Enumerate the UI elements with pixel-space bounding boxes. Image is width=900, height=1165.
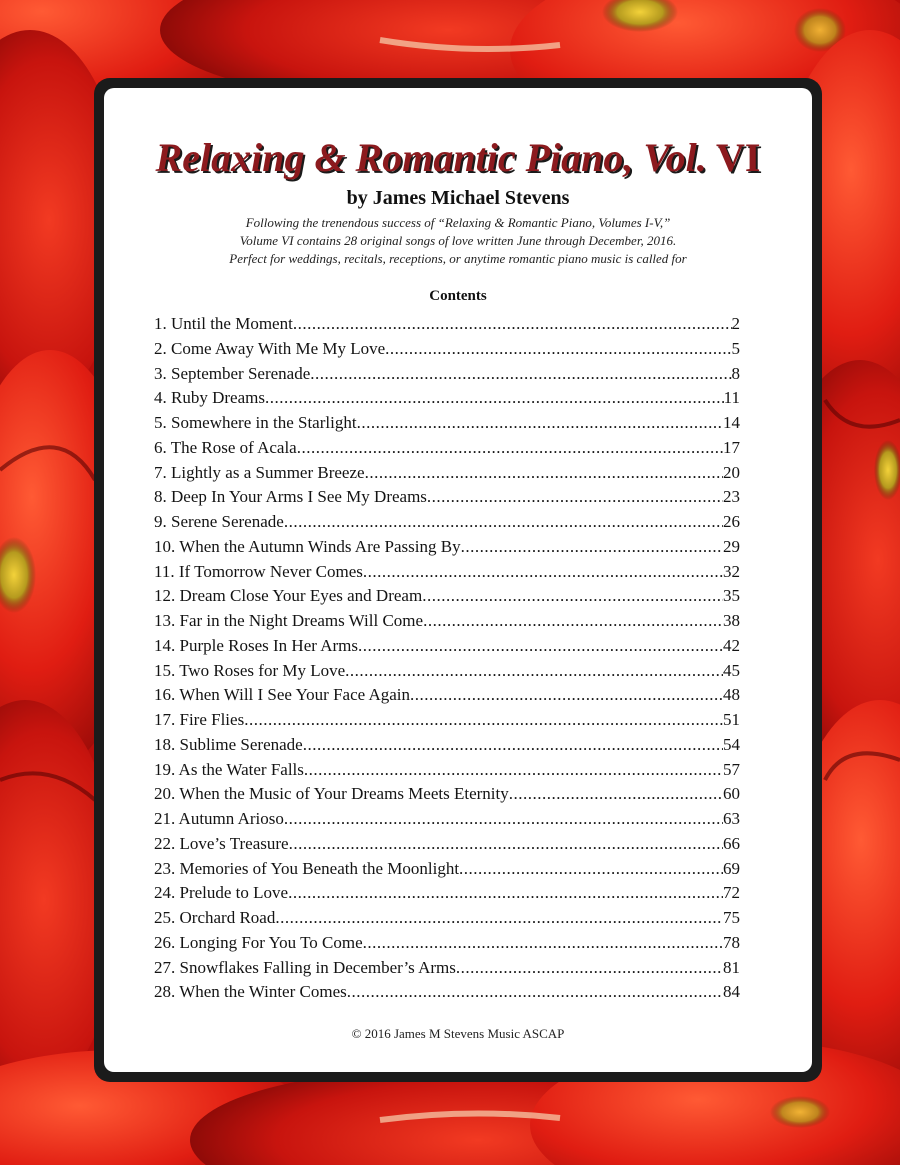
- blurb-line: Perfect for weddings, recitals, receptions, or anytime romantic piano music is called for: [229, 251, 687, 266]
- cover-card: [104, 88, 812, 1072]
- toc-entry: [154, 906, 740, 931]
- title-volume: VI: [716, 135, 761, 180]
- toc-entry: [154, 411, 740, 436]
- toc-entry: [154, 931, 740, 956]
- toc-leader-dots: [265, 386, 724, 411]
- toc-leader-dots: [422, 584, 723, 609]
- toc-leader-dots: [459, 857, 723, 882]
- copyright-notice: © 2016 James M Stevens Music ASCAP: [351, 1026, 565, 1041]
- toc-leader-dots: [358, 634, 723, 659]
- book-title: [104, 134, 812, 181]
- toc-leader-dots: [357, 411, 723, 436]
- toc-leader-dots: [385, 337, 731, 362]
- toc-entry: [154, 609, 740, 634]
- toc-title: 1. Until the Moment: [154, 314, 293, 333]
- table-of-contents: [154, 312, 740, 1005]
- toc-title: 8. Deep In Your Arms I See My Dreams: [154, 487, 427, 507]
- toc-title: 11. If Tomorrow Never Comes: [154, 561, 363, 581]
- toc-leader-dots: [244, 708, 723, 733]
- toc-title: 4. Ruby Dreams: [154, 388, 265, 408]
- toc-entry: [154, 436, 740, 461]
- toc-title: 12. Dream Close Your Eyes and Dream: [154, 586, 423, 606]
- toc-title: 9. Serene Serenade: [154, 512, 284, 531]
- toc-leader-dots: [289, 832, 723, 857]
- toc-title: 19. As the Water Falls: [154, 759, 304, 779]
- toc-page-number: 17: [723, 437, 740, 457]
- toc-page-number: 35: [723, 586, 740, 606]
- toc-entry: [154, 758, 740, 783]
- toc-leader-dots: [293, 312, 732, 337]
- toc-title: 7. Lightly as a Summer Breeze: [154, 462, 365, 482]
- title-main: Relaxing & Romantic Piano, Vol.: [155, 135, 707, 180]
- toc-title: 22. Love’s Treasure: [154, 833, 289, 853]
- toc-leader-dots: [363, 560, 723, 585]
- toc-title: 16. When Will I See Your Face Again: [154, 685, 411, 705]
- toc-entry: [154, 485, 740, 510]
- toc-page-number: 51: [723, 710, 740, 729]
- toc-page-number: 60: [723, 784, 740, 804]
- description-blurb: [104, 214, 812, 268]
- toc-leader-dots: [410, 683, 723, 708]
- toc-page-number: 14: [723, 413, 740, 432]
- toc-title: 5. Somewhere in the Starlight: [154, 413, 357, 432]
- toc-entry: [154, 807, 740, 832]
- contents-heading: Contents: [429, 288, 487, 304]
- toc-page-number: 45: [723, 660, 740, 680]
- toc-title: 14. Purple Roses In Her Arms: [154, 635, 358, 655]
- toc-title: 15. Two Roses for My Love: [154, 660, 346, 680]
- toc-page-number: 75: [723, 908, 740, 927]
- toc-page-number: 78: [723, 932, 740, 952]
- toc-leader-dots: [423, 609, 723, 634]
- toc-entry: [154, 956, 740, 981]
- toc-title: 3. September Serenade: [154, 363, 311, 383]
- toc-title: 23. Memories of You Beneath the Moonlight: [154, 858, 460, 878]
- toc-entry: [154, 683, 740, 708]
- toc-leader-dots: [310, 362, 731, 387]
- toc-entry: [154, 510, 740, 535]
- toc-entry: [154, 461, 740, 486]
- toc-leader-dots: [427, 485, 723, 510]
- toc-entry: [154, 312, 740, 337]
- toc-leader-dots: [461, 535, 723, 560]
- toc-entry: [154, 634, 740, 659]
- toc-entry: [154, 733, 740, 758]
- toc-title: 18. Sublime Serenade: [154, 734, 303, 754]
- toc-page-number: 2: [731, 314, 740, 333]
- toc-page-number: 42: [723, 635, 740, 655]
- toc-leader-dots: [284, 807, 723, 832]
- toc-page-number: 66: [723, 833, 740, 853]
- toc-page-number: 48: [723, 685, 740, 705]
- toc-page-number: 57: [723, 759, 740, 779]
- toc-title: 13. Far in the Night Dreams Will Come: [154, 611, 424, 630]
- toc-entry: [154, 386, 740, 411]
- toc-title: 21. Autumn Arioso: [154, 809, 284, 828]
- toc-page-number: 84: [723, 982, 740, 1002]
- toc-entry: [154, 362, 740, 387]
- toc-title: 27. Snowflakes Falling in December’s Arms: [154, 957, 456, 977]
- toc-page-number: 69: [723, 858, 740, 878]
- toc-title: 6. The Rose of Acala: [154, 437, 297, 457]
- toc-entry: [154, 659, 740, 684]
- toc-page-number: 20: [723, 462, 740, 482]
- toc-leader-dots: [345, 659, 723, 684]
- toc-title: 26. Longing For You To Come: [154, 932, 363, 952]
- toc-title: 24. Prelude to Love: [154, 883, 289, 903]
- author-line: by James Michael Stevens: [346, 187, 570, 209]
- toc-entry: [154, 560, 740, 585]
- toc-page-number: 8: [731, 363, 740, 383]
- toc-page-number: 29: [723, 536, 740, 556]
- toc-title: 20. When the Music of Your Dreams Meets Eternity: [154, 784, 509, 804]
- toc-leader-dots: [275, 906, 723, 931]
- toc-page-number: 5: [731, 338, 740, 358]
- toc-leader-dots: [288, 881, 723, 906]
- toc-leader-dots: [284, 510, 723, 535]
- toc-entry: [154, 857, 740, 882]
- toc-entry: [154, 337, 740, 362]
- toc-leader-dots: [304, 758, 723, 783]
- toc-leader-dots: [363, 931, 723, 956]
- toc-title: 25. Orchard Road: [154, 908, 276, 927]
- toc-page-number: 38: [723, 611, 740, 630]
- toc-entry: [154, 881, 740, 906]
- blurb-line: Volume VI contains 28 original songs of love written June through December, 2016.: [239, 233, 677, 248]
- toc-leader-dots: [365, 461, 723, 486]
- toc-entry: [154, 584, 740, 609]
- toc-leader-dots: [297, 436, 723, 461]
- toc-page-number: 26: [723, 512, 740, 531]
- toc-title: 28. When the Winter Comes: [154, 982, 347, 1002]
- toc-page-number: 63: [723, 809, 740, 828]
- toc-entry: [154, 980, 740, 1005]
- toc-entry: [154, 832, 740, 857]
- petal-bud: [770, 1096, 830, 1128]
- toc-page-number: 72: [723, 883, 740, 903]
- toc-entry: [154, 782, 740, 807]
- toc-title: 17. Fire Flies: [154, 710, 245, 729]
- toc-entry: [154, 708, 740, 733]
- toc-page-number: 11: [723, 388, 740, 408]
- toc-entry: [154, 535, 740, 560]
- toc-page-number: 81: [723, 957, 740, 977]
- toc-page-number: 23: [723, 487, 740, 507]
- toc-title: 2. Come Away With Me My Love: [154, 338, 386, 358]
- toc-page-number: 32: [723, 561, 740, 581]
- toc-leader-dots: [456, 956, 723, 981]
- toc-page-number: 54: [723, 734, 740, 754]
- toc-title: 10. When the Autumn Winds Are Passing By: [154, 536, 461, 556]
- blurb-line: Following the trenendous success of “Relaxing & Romantic Piano, Volumes I-V,”: [245, 215, 671, 230]
- toc-leader-dots: [303, 733, 723, 758]
- toc-leader-dots: [509, 782, 723, 807]
- toc-leader-dots: [347, 980, 723, 1005]
